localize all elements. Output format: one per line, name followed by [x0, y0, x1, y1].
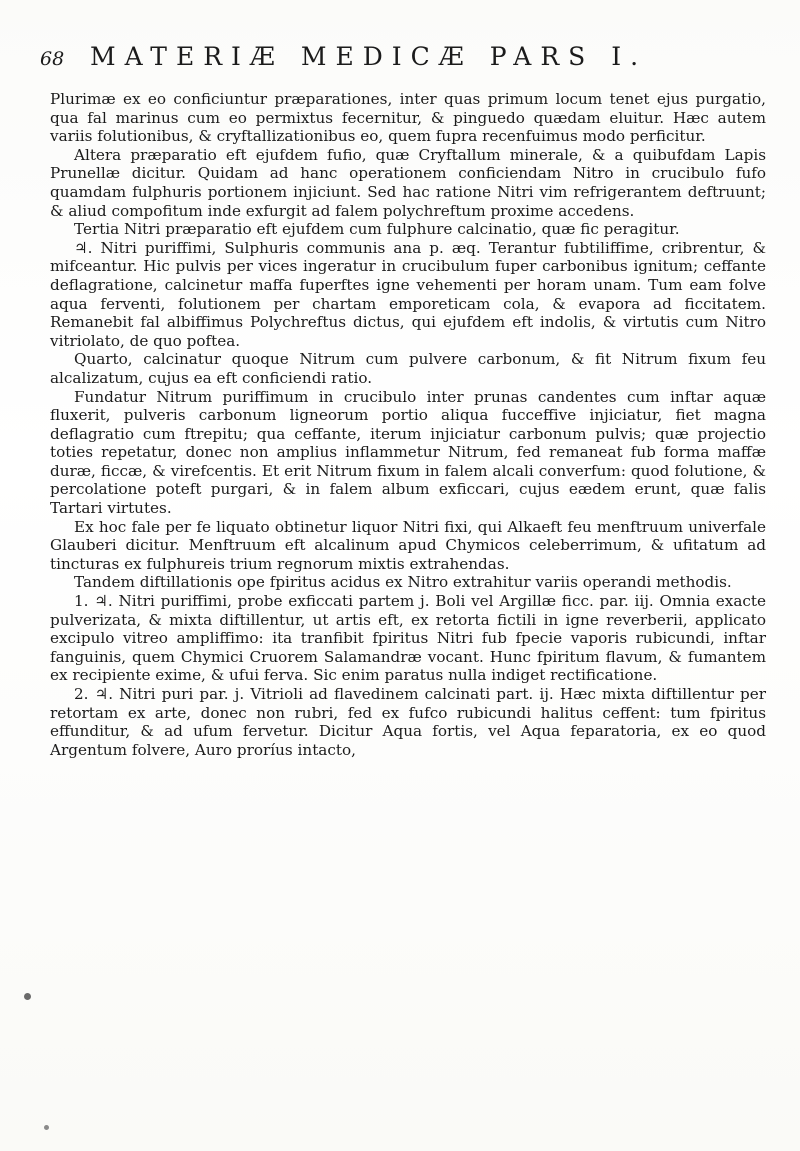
- paragraph: Ex hoc fale per fe liquato obtinetur liquor Nitri fixi, qui Alkaeft feu menftruum univerfale Glauberi dicitur. Menftruum eft alcalinum apud Chymicos celeberrimum, & ufitatum ad tincturas ex fulphureis trium regnorum mixtis extrahendas.: [50, 517, 766, 573]
- paragraph: Quarto, calcinatur quoque Nitrum cum pulvere carbonum, & fit Nitrum fixum feu alcalizatum, cujus ea eft conficiendi ratio.: [50, 350, 766, 387]
- ink-spot: [24, 993, 31, 1000]
- recipe-paragraph: ♃. Nitri puriffimi, Sulphuris communis ana p. æq. Terantur fubtiliffime, cribrentur, & mifceantur. Hic pulvis per vices ingeratur in crucibulum fuper carbonibus ignitum; ceffante deflagratione, calcinetur maffa fuperftes igne vehementi per horam unam. Tum eam folve aqua ferventi, folutionem per chartam emporeticam cola, & evapora ad ficcitatem. Remanebit fal albiffimus Polychreftus dictus, qui ejufdem eft indolis, & virtutis cum Nitro vitriolato, de quo poftea.: [50, 238, 766, 350]
- page-number: 68: [40, 48, 65, 70]
- paragraph: Tandem diftillationis ope fpiritus acidus ex Nitro extrahitur variis operandi methodis.: [74, 573, 732, 592]
- recipe-paragraph: 2. ♃. Nitri puri par. j. Vitrioli ad flavedinem calcinati part. ij. Hæc mixta diftillentur per retortam ex arte, donec non rubri, fed ex fufco rubicundi halitus ceffent: tum fpiritus effunditur, & ad ufum fervetur. Dicitur Aqua fortis, vel Aqua feparatoria, ex eo quod Argentum folvere, Auro proríus intacto,: [50, 685, 766, 759]
- ink-spot: [44, 1125, 49, 1130]
- paragraph: Fundatur Nitrum puriffimum in crucibulo inter prunas candentes cum inftar aquæ fluxerit, pulveris carbonum ligneorum portio aliqua fucceffive injiciatur, fiet magna deflagratio cum ftrepitu; qua ceffante, iterum injiciatur carbonum pulvis; quæ projectio toties repetatur, donec non amplius inflammetur Nitrum, fed remaneat fub forma maffæ duræ, ficcæ, & virefcentis. Et erit Nitrum fixum in falem alcali converfum: quod folutione, & percolatione poteft purgari, & in falem album exficcari, cujus eædem erunt, quæ falis Tartari virtutes.: [50, 387, 766, 518]
- paragraph: Plurimæ ex eo conficiuntur præparationes, inter quas primum locum tenet ejus purgatio, qua fal marinus cum eo permixtus fecernitur, & pinguedo quædam eluitur. Hæc autem variis folutionibus, & cryftallizationibus eo, quem fupra recenfuimus modo perficitur.: [50, 90, 766, 146]
- recipe-paragraph: 1. ♃. Nitri puriffimi, probe exficcati partem j. Boli vel Argillæ ficc. par. iij. Omnia exacte pulverizata, & mixta diftillentur, ut artis eft, ex retorta fictili in igne reverberii, applicato excipulo vitreo ampliffimo: ita tranfibit fpiritus Nitri fub fpecie vaporis rubicundi, inftar fanguinis, quem Chymici Cruorem Salamandræ vocant. Hunc fpiritum flavum, & fumantem ex recipiente exime, & ufui ferva. Sic enim paratus nulla indiget rectificatione.: [50, 592, 766, 685]
- paragraph: Altera præparatio eft ejufdem fufio, quæ Cryftallum minerale, & a quibufdam Lapis Prunellæ dicitur. Quidam ad hanc operationem conficiendam Nitro in crucibulo fufo quamdam fulphuris portionem injiciunt. Sed hac ratione Nitri vim refrigerantem deftruunt; & aliud compofitum inde exfurgit ad falem polychreftum proxime accedens.: [50, 145, 766, 220]
- paragraph: Tertia Nitri præparatio eft ejufdem cum fulphure calcinatio, quæ fic peragitur.: [74, 220, 680, 239]
- page-header: [40, 30, 780, 74]
- running-title: MATERIÆ MEDICÆ PARS I.: [90, 42, 648, 71]
- page-body: [50, 90, 766, 759]
